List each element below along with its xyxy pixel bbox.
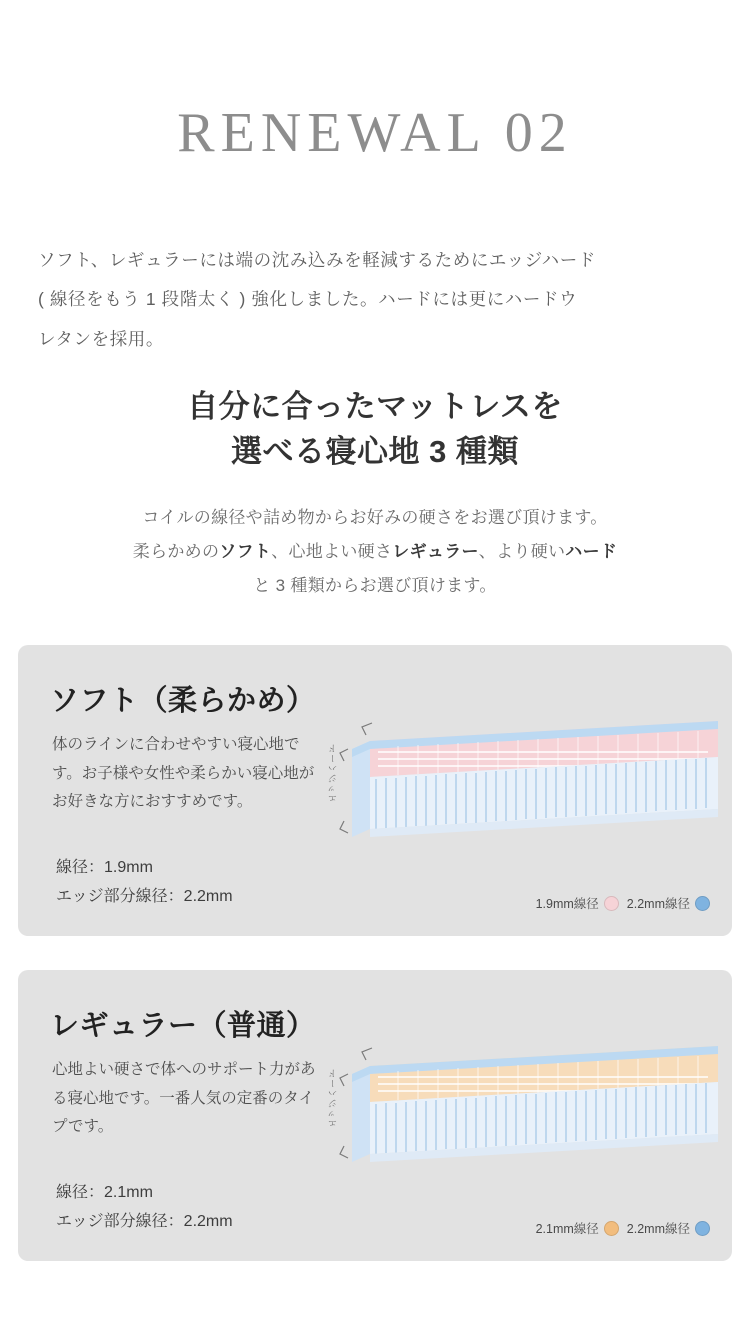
legend-label-regular-1: 2.2mm線径 xyxy=(626,1222,690,1236)
spec-wire-diameter-regular: 線径：2.1mm xyxy=(56,1183,153,1201)
card-title-soft: ソフト（柔らかめ） xyxy=(50,685,316,717)
legend-item-soft-1 xyxy=(627,894,710,912)
subdesc-soft-emph: ソフト xyxy=(219,542,272,561)
legend-swatch-regular-1 xyxy=(695,1221,710,1236)
subdesc-line-2 xyxy=(0,535,750,569)
card-description-soft: 体のラインに合わせやすい寝心地です。お子様や女性や柔らかい寝心地がお好きな方におすすめです。 xyxy=(52,736,315,811)
legend-item-soft-0 xyxy=(536,894,619,912)
sub-description xyxy=(0,501,750,603)
subdesc-hard-emph: ハード xyxy=(565,542,618,561)
legend-regular xyxy=(536,1219,710,1237)
legend-label-soft-0: 1.9mm線径 xyxy=(535,897,599,911)
subdesc-line-3: と 3 種類からお選び頂けます。 xyxy=(253,576,497,595)
legend-swatch-regular-0 xyxy=(604,1221,619,1236)
card-description-regular: 心地よい硬さで体へのサポート力がある寝心地です。一番人気の定番のタイプです。 xyxy=(52,1061,316,1136)
intro-line-3: レタンを採用。 xyxy=(38,328,164,349)
product-card-regular xyxy=(18,970,732,1261)
edge-hard-label-regular: エッジハード xyxy=(328,1068,338,1128)
intro-line-1: ソフト、レギュラーには端の沈み込みを軽減するためにエッジハード xyxy=(38,250,596,270)
spec-edge-diameter-regular: エッジ部分線径：2.2mm xyxy=(56,1213,233,1231)
subdesc-2c: 、心地よい硬さ xyxy=(271,542,393,561)
legend-label-regular-0: 2.1mm線径 xyxy=(535,1222,599,1236)
legend-label-soft-1: 2.2mm線径 xyxy=(626,897,690,911)
legend-item-regular-0 xyxy=(536,1219,619,1237)
headline-line-1: 自分に合ったマットレスを xyxy=(187,389,563,425)
intro-line-2: ( 線径をもう 1 段階太く ) 強化しました。ハードには更にハードウ xyxy=(38,289,578,310)
headline xyxy=(0,385,750,475)
edge-hard-label-soft: エッジハード xyxy=(328,743,338,803)
spec-edge-diameter-soft: エッジ部分線径：2.2mm xyxy=(56,888,233,906)
intro-paragraph xyxy=(38,241,712,359)
page-title: RENEWAL 02 xyxy=(177,102,573,164)
headline-line-2: 選べる寝心地 3 種類 xyxy=(231,434,519,470)
card-specs-regular xyxy=(56,1178,233,1237)
legend-item-regular-1 xyxy=(627,1219,710,1237)
card-specs-soft xyxy=(56,853,233,912)
legend-soft xyxy=(536,894,710,912)
card-title-regular: レギュラー（普通） xyxy=(50,1010,316,1042)
subdesc-2a: 柔らかめの xyxy=(132,542,220,561)
subdesc-2e: 、より硬い xyxy=(478,542,566,561)
mattress-svg-regular xyxy=(318,1030,718,1190)
mattress-illustration-regular xyxy=(318,1030,718,1190)
legend-swatch-soft-0 xyxy=(604,896,619,911)
spec-wire-diameter-soft: 線径：1.9mm xyxy=(56,858,153,876)
legend-swatch-soft-1 xyxy=(695,896,710,911)
mattress-illustration-soft xyxy=(318,705,718,865)
mattress-svg-soft xyxy=(318,705,718,865)
subdesc-line-1: コイルの線径や詰め物からお好みの硬さをお選び頂けます。 xyxy=(142,508,608,527)
product-card-soft xyxy=(18,645,732,936)
subdesc-regular-emph: レギュラー xyxy=(392,542,479,561)
